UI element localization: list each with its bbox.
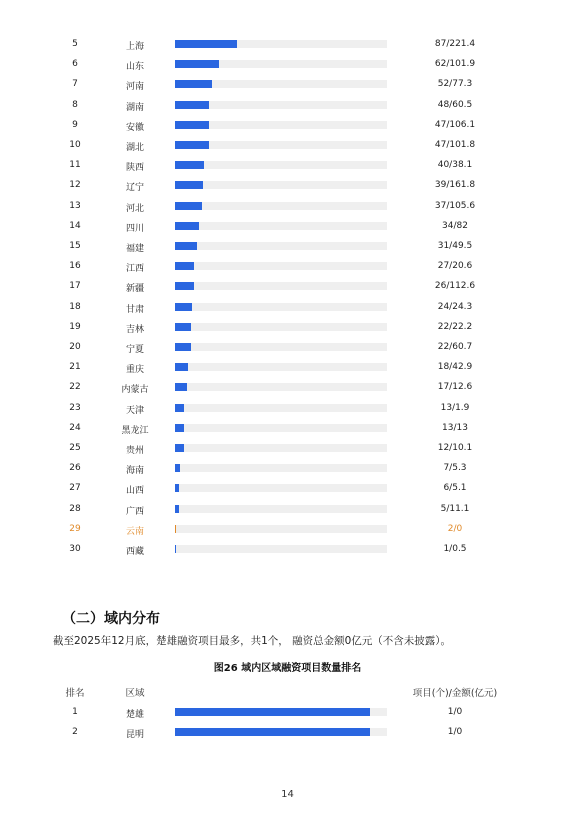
row-value: 18/42.9 bbox=[437, 362, 473, 373]
ranking-row bbox=[0, 337, 575, 357]
ranking-row bbox=[0, 418, 575, 438]
row-rank: 18 bbox=[69, 301, 81, 312]
row-rank: 14 bbox=[69, 220, 81, 231]
bar-track bbox=[175, 161, 387, 169]
row-value: 22/22.2 bbox=[437, 321, 473, 332]
bar-fill bbox=[175, 343, 191, 351]
bar-fill bbox=[175, 242, 197, 250]
region-bar-track bbox=[175, 728, 387, 736]
bar-fill bbox=[175, 484, 179, 492]
bar-track bbox=[175, 343, 387, 351]
bar-track bbox=[175, 363, 387, 371]
row-province: 湖南 bbox=[125, 102, 144, 113]
row-rank: 10 bbox=[69, 140, 81, 150]
ranking-row bbox=[0, 377, 575, 397]
row-value: 27/20.6 bbox=[437, 261, 473, 272]
ranking-row bbox=[0, 276, 575, 296]
bar-track bbox=[175, 383, 387, 391]
row-province: 辽宁 bbox=[125, 183, 144, 194]
bar-fill bbox=[175, 262, 194, 270]
ranking-row bbox=[0, 196, 575, 216]
ranking-row bbox=[0, 478, 575, 498]
row-province: 江西 bbox=[125, 264, 144, 275]
row-rank: 20 bbox=[69, 342, 81, 352]
bar-fill bbox=[175, 121, 209, 129]
row-value: 48/60.5 bbox=[437, 99, 473, 110]
bar-track bbox=[175, 121, 387, 129]
row-province: 四川 bbox=[125, 223, 144, 234]
row-rank: 5 bbox=[72, 39, 78, 49]
row-province: 山西 bbox=[125, 486, 144, 497]
row-value: 31/49.5 bbox=[437, 241, 473, 251]
bar-track bbox=[175, 404, 387, 412]
row-province: 云南 bbox=[125, 526, 144, 537]
bar-track bbox=[175, 141, 387, 149]
ranking-row bbox=[0, 256, 575, 276]
bar-track bbox=[175, 505, 387, 513]
ranking-row bbox=[0, 135, 575, 155]
bar-fill bbox=[175, 444, 184, 452]
bar-fill bbox=[175, 424, 184, 432]
row-value: 12/10.1 bbox=[437, 443, 473, 453]
ranking-row bbox=[0, 95, 575, 115]
row-province: 甘肃 bbox=[125, 304, 144, 315]
row-province: 福建 bbox=[125, 244, 144, 254]
row-rank: 25 bbox=[69, 443, 81, 453]
region-value: 1/0 bbox=[447, 727, 463, 737]
row-rank: 26 bbox=[69, 463, 81, 474]
row-value: 24/24.3 bbox=[437, 301, 473, 312]
row-rank: 30 bbox=[69, 544, 81, 554]
bar-fill bbox=[175, 383, 187, 391]
bar-track bbox=[175, 262, 387, 270]
row-province: 陕西 bbox=[125, 163, 144, 174]
row-value: 39/161.8 bbox=[434, 180, 476, 191]
bar-fill bbox=[175, 303, 192, 311]
region-rank: 2 bbox=[72, 727, 78, 737]
row-rank: 6 bbox=[72, 59, 78, 70]
region-bar-fill bbox=[175, 728, 370, 736]
row-rank: 27 bbox=[69, 483, 81, 494]
bar-track bbox=[175, 181, 387, 189]
bar-track bbox=[175, 424, 387, 432]
bar-fill bbox=[175, 525, 176, 533]
section-paragraph: 截至2025年12月底，楚雄融资项目最多，共1个， 融资总金额0亿元（不含未披露）。 bbox=[53, 635, 452, 647]
row-province: 西藏 bbox=[125, 547, 144, 557]
bar-fill bbox=[175, 202, 202, 210]
bar-track bbox=[175, 464, 387, 472]
row-province: 湖北 bbox=[125, 143, 144, 153]
row-value: 2/0 bbox=[447, 523, 463, 534]
bar-track bbox=[175, 323, 387, 331]
bar-track bbox=[175, 242, 387, 250]
bar-track bbox=[175, 303, 387, 311]
row-rank: 28 bbox=[69, 503, 81, 514]
row-province: 河南 bbox=[125, 82, 144, 93]
row-rank: 8 bbox=[72, 99, 78, 110]
ranking-row bbox=[0, 357, 575, 377]
bar-track bbox=[175, 60, 387, 68]
ranking-row bbox=[0, 236, 575, 256]
row-value: 62/101.9 bbox=[434, 59, 476, 70]
region-bar-fill bbox=[175, 708, 370, 716]
ranking-row bbox=[0, 155, 575, 175]
region-name: 昆明 bbox=[125, 730, 144, 740]
ranking-row bbox=[0, 175, 575, 195]
row-province: 宁夏 bbox=[125, 345, 144, 355]
row-rank: 13 bbox=[69, 200, 81, 211]
bar-fill bbox=[175, 101, 209, 109]
bar-fill bbox=[175, 222, 199, 230]
bar-track bbox=[175, 282, 387, 290]
ranking-row bbox=[0, 34, 575, 54]
row-value: 7/5.3 bbox=[443, 463, 467, 474]
region-bar-track bbox=[175, 708, 387, 716]
row-rank: 16 bbox=[69, 261, 81, 272]
region-value: 1/0 bbox=[447, 707, 463, 717]
row-province: 广西 bbox=[125, 506, 144, 517]
row-province: 吉林 bbox=[125, 324, 144, 335]
ranking-row bbox=[0, 438, 575, 458]
row-value: 37/105.6 bbox=[434, 200, 476, 211]
row-province: 山东 bbox=[125, 62, 144, 73]
row-province: 黑龙江 bbox=[121, 425, 149, 436]
header-value: 项目(个)/金额(亿元) bbox=[412, 688, 498, 699]
row-value: 47/101.8 bbox=[434, 140, 476, 150]
ranking-row bbox=[0, 398, 575, 418]
bar-fill bbox=[175, 545, 176, 553]
row-province: 天津 bbox=[125, 405, 144, 416]
header-region: 区域 bbox=[125, 688, 145, 699]
region-row bbox=[0, 722, 575, 742]
ranking-row bbox=[0, 297, 575, 317]
ranking-row bbox=[0, 115, 575, 135]
ranking-row bbox=[0, 54, 575, 74]
bar-fill bbox=[175, 323, 191, 331]
row-province: 上海 bbox=[125, 42, 144, 52]
bar-track bbox=[175, 545, 387, 553]
bar-track bbox=[175, 202, 387, 210]
bar-fill bbox=[175, 40, 237, 48]
ranking-row bbox=[0, 216, 575, 236]
row-rank: 11 bbox=[69, 160, 81, 171]
bar-fill bbox=[175, 464, 180, 472]
bar-track bbox=[175, 444, 387, 452]
section-title: （二）域内分布 bbox=[62, 611, 160, 627]
bar-fill bbox=[175, 141, 209, 149]
row-value: 40/38.1 bbox=[437, 160, 473, 171]
row-province: 贵州 bbox=[125, 446, 144, 456]
bar-track bbox=[175, 40, 387, 48]
row-value: 17/12.6 bbox=[437, 382, 473, 393]
figure-title: 图26 域内区域融资项目数量排名 bbox=[213, 663, 362, 674]
bar-track bbox=[175, 525, 387, 533]
row-rank: 17 bbox=[69, 281, 81, 292]
row-rank: 9 bbox=[72, 119, 78, 130]
row-value: 34/82 bbox=[442, 220, 468, 231]
ranking-row bbox=[0, 539, 575, 559]
row-value: 6/5.1 bbox=[443, 483, 467, 494]
row-rank: 15 bbox=[69, 241, 81, 251]
row-province: 河北 bbox=[125, 203, 144, 214]
row-value: 26/112.6 bbox=[434, 281, 476, 292]
row-value: 87/221.4 bbox=[434, 39, 476, 49]
row-rank: 19 bbox=[69, 321, 81, 332]
bar-fill bbox=[175, 60, 219, 68]
row-rank: 12 bbox=[69, 180, 81, 191]
row-value: 22/60.7 bbox=[437, 342, 473, 352]
ranking-row bbox=[0, 499, 575, 519]
row-province: 重庆 bbox=[125, 365, 144, 376]
header-rank: 排名 bbox=[65, 688, 85, 699]
bar-track bbox=[175, 484, 387, 492]
row-province: 内蒙古 bbox=[121, 385, 149, 396]
bar-fill bbox=[175, 80, 212, 88]
ranking-row bbox=[0, 317, 575, 337]
row-rank: 22 bbox=[69, 382, 81, 393]
bar-track bbox=[175, 222, 387, 230]
bar-fill bbox=[175, 363, 188, 371]
ranking-row bbox=[0, 519, 575, 539]
row-value: 1/0.5 bbox=[443, 544, 467, 554]
bar-fill bbox=[175, 282, 194, 290]
row-value: 52/77.3 bbox=[437, 79, 473, 90]
page-number: 14 bbox=[281, 789, 294, 800]
ranking-row bbox=[0, 74, 575, 94]
row-value: 13/1.9 bbox=[440, 402, 470, 413]
bar-fill bbox=[175, 161, 204, 169]
row-rank: 21 bbox=[69, 362, 81, 373]
region-row bbox=[0, 702, 575, 722]
bar-fill bbox=[175, 404, 184, 412]
row-province: 新疆 bbox=[125, 284, 144, 295]
row-value: 13/13 bbox=[442, 422, 468, 433]
region-name: 楚雄 bbox=[125, 710, 144, 720]
bar-track bbox=[175, 101, 387, 109]
region-rank: 1 bbox=[72, 707, 78, 717]
row-province: 安徽 bbox=[125, 122, 144, 133]
row-rank: 23 bbox=[69, 402, 81, 413]
row-province: 海南 bbox=[125, 466, 144, 477]
row-value: 5/11.1 bbox=[440, 503, 470, 514]
row-rank: 29 bbox=[69, 523, 81, 534]
bar-fill bbox=[175, 505, 179, 513]
row-rank: 7 bbox=[72, 79, 78, 90]
bar-fill bbox=[175, 181, 203, 189]
bar-track bbox=[175, 80, 387, 88]
ranking-row bbox=[0, 458, 575, 478]
row-rank: 24 bbox=[69, 422, 81, 433]
row-value: 47/106.1 bbox=[434, 119, 476, 130]
